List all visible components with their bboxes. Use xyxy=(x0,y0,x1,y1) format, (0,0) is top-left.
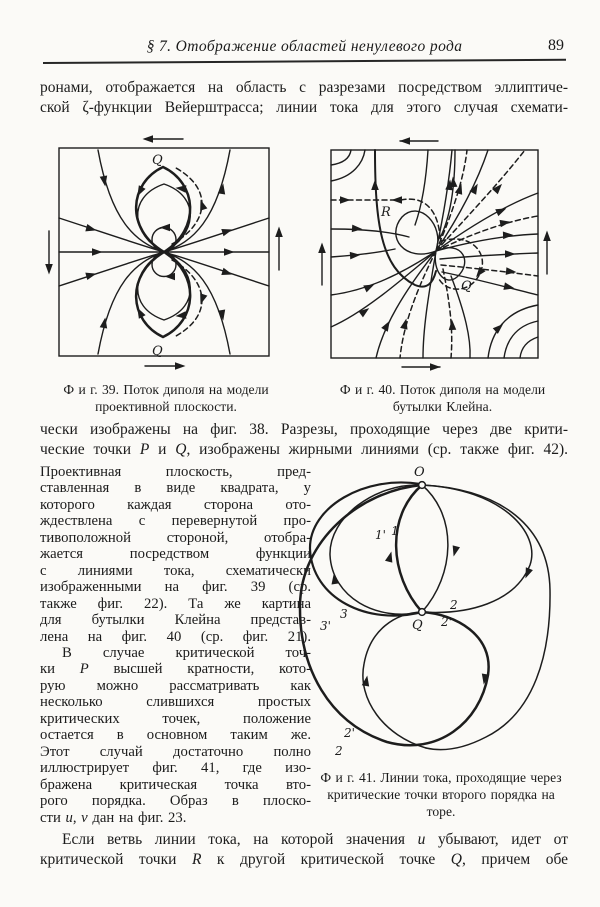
text-line: Проективная плоскость, пред- xyxy=(40,464,311,480)
text-line: также фиг. 22). Та же картина xyxy=(40,595,311,612)
fig41-label-b2p: 2' xyxy=(344,726,355,740)
text-line: тивоположной стороной, отобра- xyxy=(40,529,311,546)
text-line: ставленная в виде квадрата, у xyxy=(40,480,311,497)
fig41-label-2p: 2' xyxy=(441,615,452,629)
text-line: с линиями тока, схематически xyxy=(40,562,311,579)
figure-41-caption xyxy=(287,769,595,820)
header-rule xyxy=(43,59,566,64)
figure-39-caption xyxy=(40,381,292,415)
text-line: ждествлена с перевернутой про- xyxy=(40,513,311,530)
fig41-label-1p: 1' xyxy=(375,528,386,542)
text-line: В случае критической точ- xyxy=(62,644,311,661)
text-line: Этот случай достаточно полно xyxy=(40,743,311,760)
fig41-critical-points xyxy=(419,482,426,616)
text-line: рого порядка. Образ в плоско- xyxy=(40,793,311,810)
text-line: бутылки Клейна. xyxy=(392,399,493,414)
text-line: остается в основном таким же. xyxy=(40,727,311,744)
section-header: § 7. Отображение областей ненулевого рода xyxy=(146,38,463,55)
text-line: рую можно рассматривать как xyxy=(40,677,311,694)
figure-39 xyxy=(35,133,300,376)
fig41-label-o: O xyxy=(414,465,425,480)
fig39-flow-lines xyxy=(49,139,279,366)
paragraph-final xyxy=(40,830,568,869)
figure-40-caption xyxy=(315,381,570,415)
text-line: критические точки второго порядка на xyxy=(327,787,555,802)
text-line: ской ζ-функции Вейерштрасса; линии тока для этого случая схемати- xyxy=(40,98,568,116)
text-line: лена на фиг. 40 (ср. фиг. 21). xyxy=(40,628,311,645)
figure-41 xyxy=(287,463,593,770)
left-column-text xyxy=(40,464,311,826)
text-line: для бутылки Клейна представ- xyxy=(40,612,311,629)
text-line: ки P высшей кратности, кото- xyxy=(40,661,311,678)
fig41-canvas xyxy=(287,463,593,770)
text-line: сти u, v дан на фиг. 23. xyxy=(40,809,187,826)
fig41-arrowheads xyxy=(330,545,533,686)
text-line: критических точек, положение xyxy=(40,710,311,727)
fig41-label-q: Q xyxy=(412,618,423,633)
fig39-label-q-bottom: Q xyxy=(152,344,163,359)
fig41-label-1: 1 xyxy=(391,524,399,538)
text-line: жается посредством функции xyxy=(40,546,311,563)
fig40-label-r: R xyxy=(381,205,391,220)
text-line: ческие точки P и Q, изображены жирными линиями (ср. также фиг. 42). xyxy=(40,440,569,458)
text-line: критической точки R к другой критической точке Q, причем обе xyxy=(40,850,569,868)
text-line: несколько слившихся простых xyxy=(40,694,311,711)
point-q xyxy=(419,609,426,616)
paragraph-intro xyxy=(40,78,568,117)
text-line: Ф и г. 40. Поток диполя на модели xyxy=(339,382,546,397)
text-line: торе. xyxy=(426,804,456,819)
point-o xyxy=(419,482,426,489)
text-line: которого каждая сторона ото- xyxy=(40,496,311,513)
fig41-label-3: 3 xyxy=(340,607,348,621)
text-line: Ф и г. 39. Поток диполя на модели xyxy=(63,382,269,397)
fig41-label-2: 2 xyxy=(450,598,458,612)
text-line: изображенными на фиг. 39 (ср. xyxy=(40,579,311,596)
text-line: иллюстрирует фиг. 41, где изо- xyxy=(40,760,311,777)
text-line: бражена критическая точка вто- xyxy=(40,776,311,793)
fig39-label-q-top: Q xyxy=(152,153,163,168)
figure-40 xyxy=(305,133,585,376)
page-number: 89 xyxy=(548,37,564,54)
fig39-canvas xyxy=(35,133,300,376)
fig41-label-b2: 2 xyxy=(335,744,343,758)
fig40-label-q: Q xyxy=(461,279,472,294)
text-line: чески изображены на фиг. 38. Разрезы, проходящие через две крити- xyxy=(40,421,568,438)
text-line: Если ветвь линии тока, на которой значения u убывают, идет от xyxy=(62,831,568,848)
paragraph-cuts xyxy=(40,420,568,459)
text-line: Ф и г. 41. Линии тока, проходящие через xyxy=(320,770,562,785)
fig40-canvas xyxy=(305,133,585,376)
text-line: ронами, отображается на область с разрезами посредством эллиптиче- xyxy=(40,79,568,96)
text-line: проективной плоскости. xyxy=(95,399,237,414)
fig41-flow-lines xyxy=(300,482,550,749)
fig41-label-3p: 3' xyxy=(320,619,331,633)
